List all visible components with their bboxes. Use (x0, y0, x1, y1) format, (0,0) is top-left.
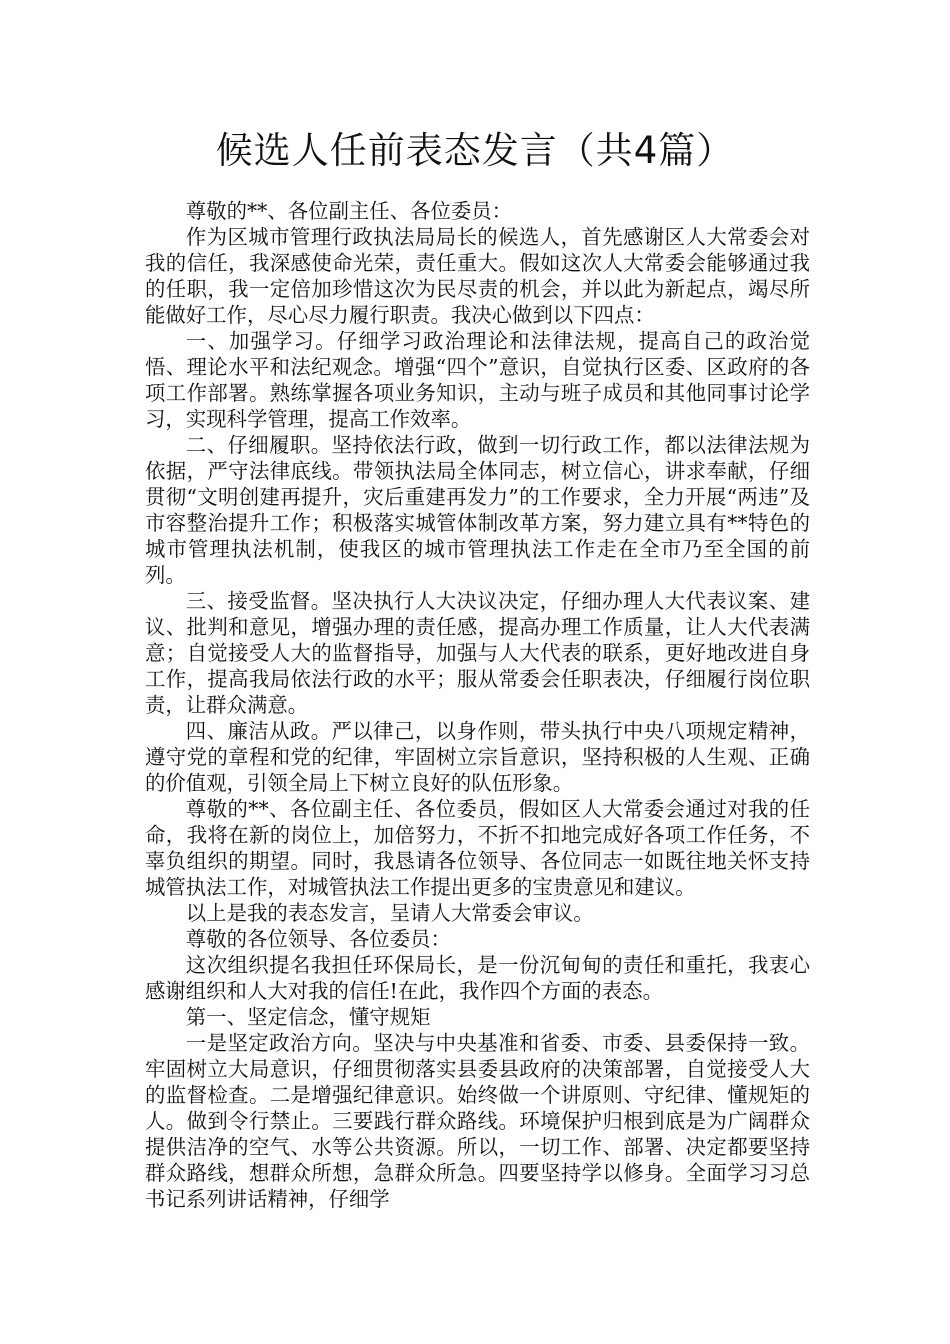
paragraph-section-heading: 第一、坚定信念，懂守规矩 (185, 1005, 431, 1029)
paragraph-greeting-2: 尊敬的各位领导、各位委员： (185, 927, 451, 951)
document-body (145, 198, 810, 1212)
paragraph-point-2: 二、仔细履职。坚持依法行政，做到一切行政工作，都以法律法规为依据，严守法律底线。带领执法局全体同志，树立信心，讲求奉献，仔细贯彻“文明创建再提升，灾后重建再发力”的工作要求，全力开展“两违”及市容整治提升工作；积极落实城管体制改革方案，努力建立具有**特色的城市管理执法机制，使我区的城市管理执法工作走在全市乃至全国的前列。 (145, 433, 810, 587)
paragraph-intro-2: 这次组织提名我担任环保局长，是一份沉甸甸的责任和重托，我衷心感谢组织和人大对我的信任!在此，我作四个方面的表态。 (145, 953, 810, 1003)
paragraph-intro: 作为区城市管理行政执法局局长的候选人，首先感谢区人大常委会对我的信任，我深感使命光荣，责任重大。假如这次人大常委会能够通过我的任职，我一定倍加珍惜这次为民尽责的机会，并以此为新起点，竭尽所能做好工作，尽心尽力履行职责。我决心做到以下四点： (145, 225, 810, 327)
paragraph-greeting: 尊敬的**、各位副主任、各位委员： (185, 199, 513, 223)
paragraph-section-body: 一是坚定政治方向。坚决与中央基准和省委、市委、县委保持一致。牢固树立大局意识，仔细贯彻落实县委县政府的决策部署，自觉接受人大的监督检查。二是增强纪律意识。始终做一个讲原则、守纪律、懂规矩的人。做到令行禁止。三要践行群众路线。环境保护归根到底是为广阔群众提供洁净的空气、水等公共资源。所以，一切工作、部署、决定都要坚持群众路线，想群众所想，急群众所急。四要坚持学以修身。全面学习习总书记系列讲话精神，仔细学 (145, 1031, 810, 1211)
paragraph-closing: 尊敬的**、各位副主任、各位委员，假如区人大常委会通过对我的任命，我将在新的岗位上，加倍努力，不折不扣地完成好各项工作任务，不辜负组织的期望。同时，我恳请各位领导、各位同志一如既往地关怀支持城管执法工作，对城管执法工作提出更多的宝贵意见和建议。 (145, 797, 810, 899)
paragraph-submission: 以上是我的表态发言，呈请人大常委会审议。 (185, 901, 594, 925)
paragraph-point-4: 四、廉洁从政。严以律己，以身作则，带头执行中央八项规定精神，遵守党的章程和党的纪律，牢固树立宗旨意识，坚持积极的人生观、正确的价值观，引领全局上下树立良好的队伍形象。 (145, 719, 810, 795)
paragraph-point-1: 一、加强学习。仔细学习政治理论和法律法规，提高自己的政治觉悟、理论水平和法纪观念。增强“四个”意识，自觉执行区委、区政府的各项工作部署。熟练掌握各项业务知识，主动与班子成员和其他同事讨论学习，实现科学管理，提高工作效率。 (145, 329, 810, 431)
paragraph-point-3: 三、接受监督。坚决执行人大决议决定，仔细办理人大代表议案、建议、批判和意见，增强办理的责任感，提高办理工作质量，让人大代表满意；自觉接受人大的监督指导，加强与人大代表的联系，更好地改进自身工作，提高我局依法行政的水平；服从常委会任职表决，仔细履行岗位职责，让群众满意。 (145, 589, 810, 717)
document-title: 候选人任前表态发言（共4篇） (215, 129, 735, 172)
